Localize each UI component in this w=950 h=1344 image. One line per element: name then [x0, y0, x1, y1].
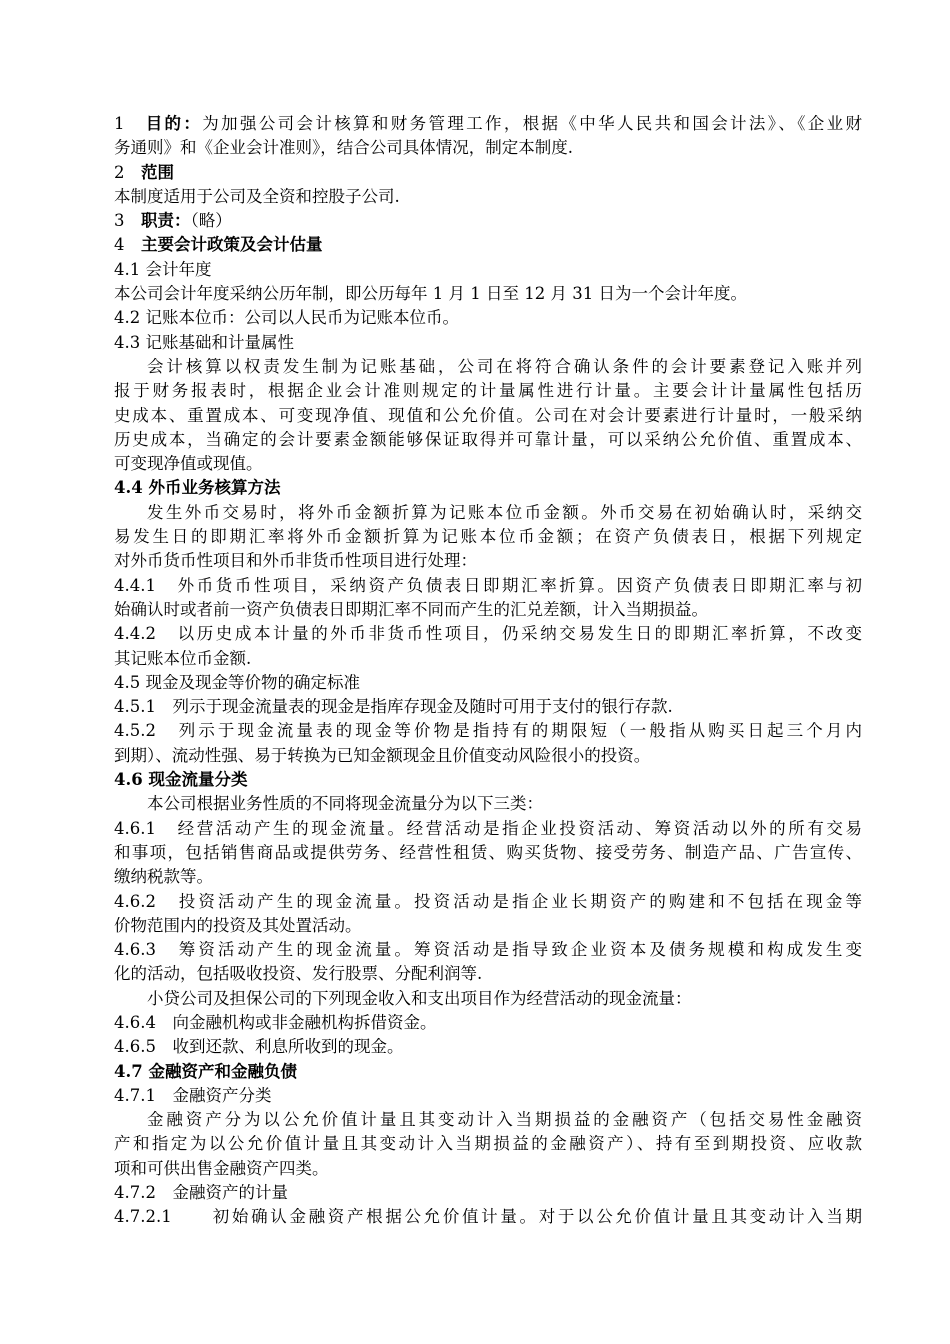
text-line-27: 到期）、流动性强、易于转换为已知金额现金且价值变动风险很小的投资。: [114, 745, 651, 765]
text-line-34: 价物范围内的投资及其处置活动。: [114, 915, 362, 935]
text-line-43: 产和指定为以公允价值计量且其变动计入当期损益的金融资产）、持有至到期投资、应收款: [114, 1134, 862, 1154]
text-line-37: 小贷公司及担保公司的下列现金收入和支出项目作为经营活动的现金流量：: [147, 988, 692, 1008]
text-line-33: 4.6.2 投资活动产生的现金流量。投资活动是指企业长期资产的购建和不包括在现金等: [114, 891, 862, 911]
text-line-13: 史成本、重置成本、可变现净值、现值和公允价值。公司在对会计要素进行计量时，一般采纳: [114, 405, 862, 425]
text-line-38: 4.6.4 向金融机构或非金融机构拆借资金。: [114, 1012, 437, 1032]
text-line-40: 4.7 金融资产和金融负债: [114, 1061, 297, 1081]
text-line-25: 4.5.1 列示于现金流量表的现金是指库存现金及随时可用于支付的银行存款.: [114, 697, 673, 717]
text-line-11: 会计核算以权责发生制为记账基础，公司在将符合确认条件的会计要素登记入账并列: [147, 356, 862, 376]
text-line-6: [114, 233, 862, 257]
text-line-26: 4.5.2 列示于现金流量表的现金等价物是指持有的期限短（一般指从购买日起三个月内: [114, 721, 862, 741]
text-line-3: [114, 161, 862, 185]
text-line-36: 化的活动，包括吸收投资、发行股票、分配利润等.: [114, 964, 483, 984]
text-line-35: 4.6.3 筹资活动产生的现金流量。筹资活动是指导致企业资本及债务规模和构成发生变: [114, 940, 862, 960]
text-line-20: 4.4.1 外币货币性项目，采纳资产负债表日即期汇率折算。因资产负债表日即期汇率与初: [114, 575, 862, 595]
document-page: [114, 112, 862, 1230]
text-line-28: 4.6 现金流量分类: [114, 770, 248, 790]
text-line-45: 4.7.2 金融资产的计量: [114, 1183, 288, 1203]
text-line-17: 发生外币交易时，将外币金额折算为记账本位币金额。外币交易在初始确认时，采纳交: [147, 502, 862, 522]
text-line-8: 本公司会计年度采纳公历年制，即公历每年 1 月 1 日至 12 月 31 日为一个会计年度。: [114, 284, 747, 304]
text-line-10: 4.3 记账基础和计量属性: [114, 332, 294, 352]
text-line-42: 金融资产分为以公允价值计量且其变动计入当期损益的金融资产（包括交易性金融资: [147, 1110, 862, 1130]
text-line-6-part-1: 4: [114, 235, 125, 255]
text-line-1-part-2: 目的：: [124, 114, 203, 133]
text-line-18: 易发生日的即期汇率将外币金额折算为记账本位币金额；在资产负债表日，根据下列规定: [114, 527, 862, 547]
text-line-7: 4.1 会计年度: [114, 259, 212, 279]
text-line-39: 4.6.5 收到还款、利息所收到的现金。: [114, 1037, 404, 1057]
text-line-32: 缴纳税款等。: [114, 867, 213, 887]
text-line-12: 报于财务报表时，根据企业会计准则规定的计量属性进行计量。主要会计计量属性包括历: [114, 381, 862, 401]
text-line-5-part-3: （略）: [190, 211, 232, 231]
text-line-15: 可变现净值或现值。: [114, 454, 263, 474]
text-line-14: 历史成本，当确定的会计要素金额能够保证取得并可靠计量，可以采纳公允价值、重置成本、: [114, 429, 862, 449]
text-line-22: 4.4.2 以历史成本计量的外币非货币性项目，仍采纳交易发生日的即期汇率折算，不改变: [114, 624, 862, 644]
text-line-2: 务通则》和《企业会计准则》，结合公司具体情况，制定本制度.: [114, 138, 573, 158]
text-line-30: 4.6.1 经营活动产生的现金流量。经营活动是指企业投资活动、筹资活动以外的所有交易: [114, 818, 862, 838]
text-line-46: 4.7.2.1 初始确认金融资产根据公允价值计量。对于以公允价值计量且其变动计入当期: [114, 1207, 862, 1227]
text-line-31: 和事项，包括销售商品或提供劳务、经营性租赁、购买货物、接受劳务、制造产品、广告宣传、: [114, 842, 862, 862]
text-line-5-part-2: 职责：: [124, 211, 191, 231]
text-line-24: 4.5 现金及现金等价物的确定标准: [114, 672, 360, 692]
text-line-19: 对外币货币性项目和外币非货币性项目进行处理：: [114, 551, 477, 571]
text-line-4: 本制度适用于公司及全资和控股子公司.: [114, 186, 400, 206]
text-line-23: 其记账本位币金额.: [114, 648, 252, 668]
text-line-9: 4.2 记账本位币：公司以人民币为记账本位币。: [114, 308, 459, 328]
text-line-3-part-1: 2: [114, 162, 125, 182]
text-line-1-part-1: 1: [114, 114, 125, 133]
text-line-1: [114, 112, 862, 136]
text-line-41: 4.7.1 金融资产分类: [114, 1085, 272, 1105]
text-line-5-part-1: 3: [114, 211, 125, 231]
text-line-6-part-2: 主要会计政策及会计估量: [124, 235, 323, 255]
text-line-16: 4.4 外币业务核算方法: [114, 478, 281, 498]
text-line-21: 始确认时或者前一资产负债表日即期汇率不同而产生的汇兑差额，计入当期损益。: [114, 599, 708, 619]
text-line-29: 本公司根据业务性质的不同将现金流量分为以下三类：: [147, 794, 543, 814]
text-line-1-part-3: 为加强公司会计核算和财务管理工作，根据《中华人民共和国会计法》、《企业财: [202, 114, 862, 133]
text-line-3-part-2: 范围: [124, 162, 174, 182]
text-line-44: 项和可供出售金融资产四类。: [114, 1158, 329, 1178]
text-line-5: [114, 209, 862, 233]
